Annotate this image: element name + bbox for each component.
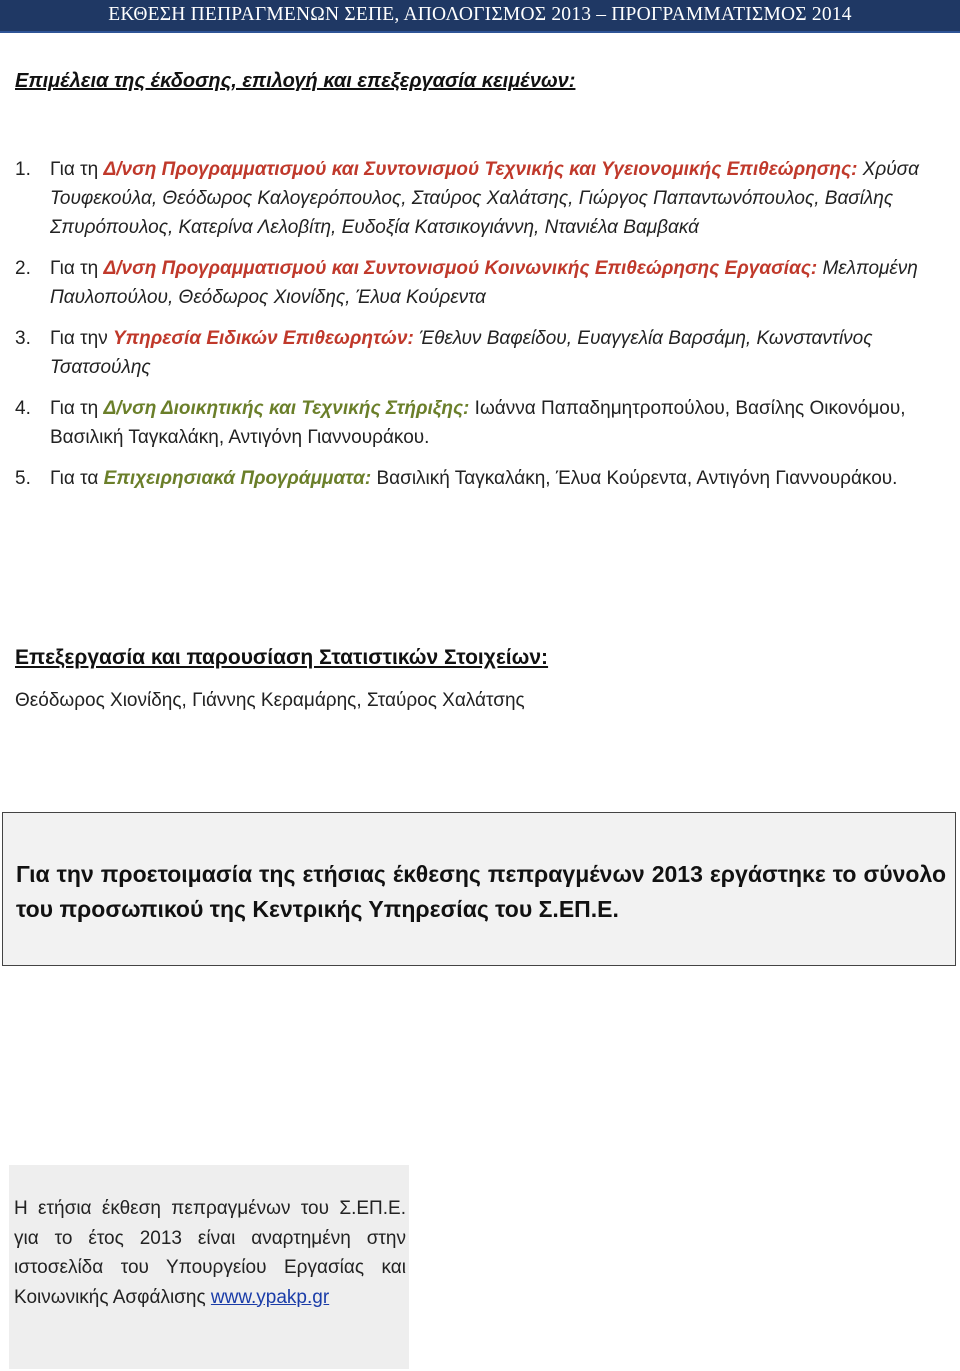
- credit-item-number: 2.: [15, 258, 31, 279]
- credit-item-department: Δ/νση Προγραμματισμού και Συντονισμού Τεχνικής και Υγειονομικής Επιθεώρησης:: [103, 159, 858, 180]
- credit-item-number: 4.: [15, 398, 31, 419]
- credit-item-prefix: Για την: [50, 328, 113, 349]
- credit-item-prefix: Για τη: [50, 159, 104, 180]
- staff-note-box: [2, 812, 956, 966]
- credit-item-department: Υπηρεσία Ειδικών Επιθεωρητών:: [112, 328, 414, 349]
- credit-item-names: Ιωάννα Παπαδημητροπούλου, Βασίλης Οικονόμου, Βασιλική Ταγκαλάκη, Αντιγόνη Γιαννουράκου.: [50, 398, 906, 448]
- running-header: [0, 0, 960, 33]
- publication-info-box: [9, 1165, 409, 1369]
- credit-item: [15, 394, 950, 452]
- statistics-names: Θεόδωρος Χιονίδης, Γιάννης Κεραμάρης, Σταύρος Χαλάτσης: [15, 690, 525, 711]
- credit-item: [15, 254, 950, 312]
- credit-item-names: Έθελυν Βαφείδου, Ευαγγελία Βαρσάμη, Κωνσταντίνος Τσατσούλης: [50, 328, 873, 378]
- credit-item-number: 5.: [15, 468, 31, 489]
- credit-item-department: Δ/νση Προγραμματισμού και Συντονισμού Κοινωνικής Επιθεώρησης Εργασίας:: [103, 258, 818, 279]
- credit-item: [15, 464, 950, 493]
- editing-credit-list: [15, 155, 950, 505]
- credit-item-names: Μελπομένη Παυλοπούλου, Θεόδωρος Χιονίδης, Έλυα Κούρεντα: [50, 258, 918, 308]
- publication-info-text: [14, 1194, 406, 1312]
- staff-note-text: Για την προετοιμασία της ετήσιας έκθεσης πεπραγμένων 2013 εργάστηκε το σύνολο του προσωπικού της Κεντρικής Υπηρεσίας του Σ.ΕΠ.Ε.: [16, 861, 946, 922]
- statistics-section-title: Επεξεργασία και παρουσίαση Στατιστικών Στοιχείων:: [15, 646, 549, 669]
- credit-item-prefix: Για τα: [50, 468, 104, 489]
- credit-item-names: Βασιλική Ταγκαλάκη, Έλυα Κούρεντα, Αντιγόνη Γιαννουράκου.: [371, 468, 898, 489]
- credit-item-department: Επιχειρησιακά Προγράμματα:: [103, 468, 372, 489]
- credit-item-names: Χρύσα Τουφεκούλα, Θεόδωρος Καλογερόπουλος, Σταύρος Χαλάτσης, Γιώργος Παπαντωνόπουλος, Βασίλης Σπυρόπουλος, Κατερίνα Λελοβίτη, Ευδοξία Κατσικογιάννη, Ντανιέλα Βαμβακά: [50, 159, 919, 238]
- editing-section-title: Επιμέλεια της έκδοσης, επιλογή και επεξεργασία κειμένων:: [15, 70, 576, 92]
- publication-info-body: Η ετήσια έκθεση πεπραγμένων του Σ.ΕΠ.Ε. για το έτος 2013 είναι αναρτημένη στην ιστοσελίδα του Υπουργείου Εργασίας και Κοινωνικής Ασφάλισης: [14, 1198, 406, 1308]
- credit-item-number: 1.: [15, 159, 31, 180]
- running-header-title: ΕΚΘΕΣΗ ΠΕΠΡΑΓΜΕΝΩΝ ΣΕΠΕ, ΑΠΟΛΟΓΙΣΜΟΣ 2013 – ΠΡΟΓΡΑΜΜΑΤΙΣΜΟΣ 2014: [108, 4, 852, 25]
- credit-item: [15, 155, 950, 242]
- credit-item-prefix: Για τη: [50, 258, 104, 279]
- credit-item: [15, 324, 950, 382]
- ministry-website-link[interactable]: www.ypakp.gr: [210, 1286, 330, 1308]
- credit-item-prefix: Για τη: [50, 398, 104, 419]
- credit-item-department: Δ/νση Διοικητικής και Τεχνικής Στήριξης:: [103, 398, 470, 419]
- credit-item-number: 3.: [15, 328, 31, 349]
